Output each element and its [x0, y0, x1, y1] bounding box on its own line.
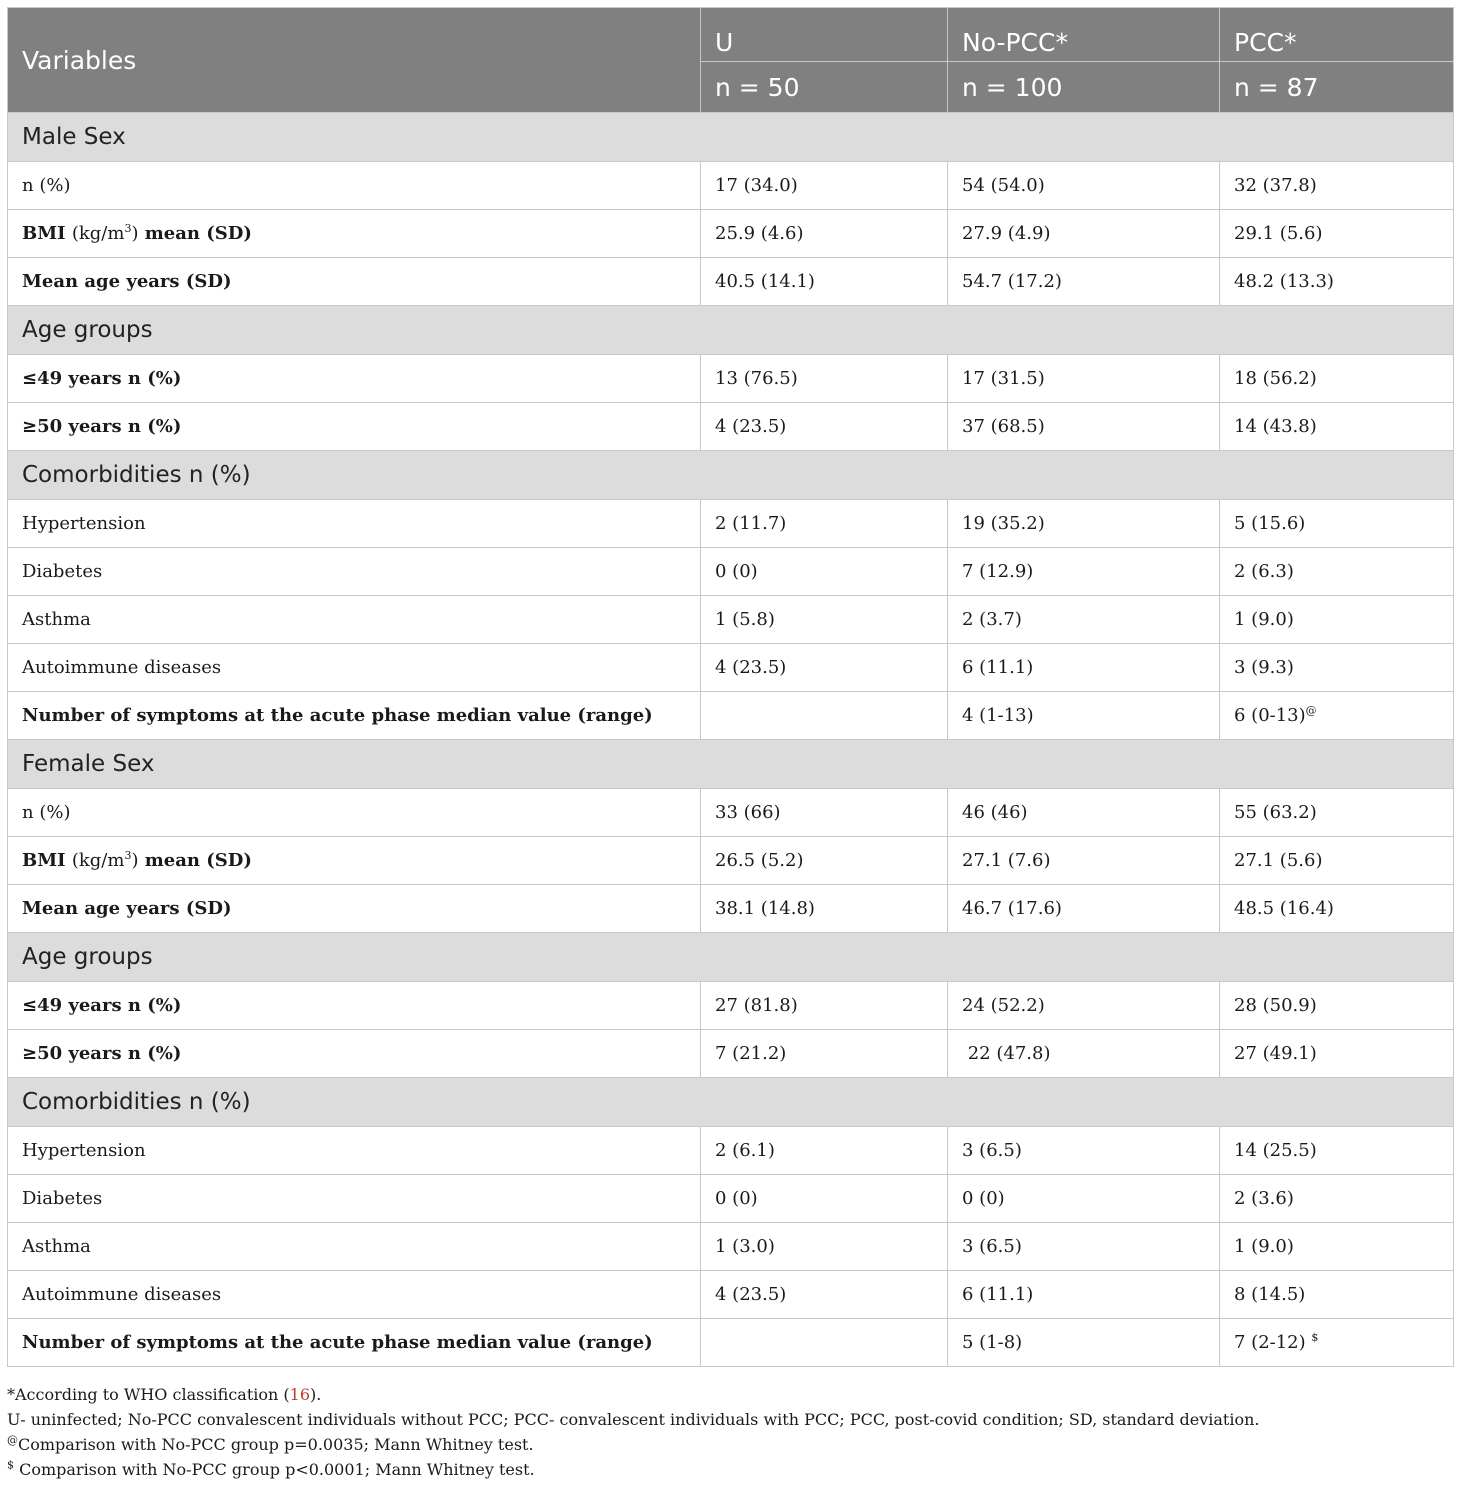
row-label: ≥50 years n (%): [8, 1030, 701, 1078]
cell-pcc: 14 (25.5): [1220, 1127, 1454, 1175]
footnote-mark: @: [1305, 704, 1317, 717]
cell-u: 17 (34.0): [701, 162, 948, 210]
cell-no-pcc: 5 (1-8): [948, 1319, 1220, 1367]
cell-no-pcc: 27.9 (4.9): [948, 210, 1220, 258]
table-row: [8, 644, 1454, 692]
cell-no-pcc: 19 (35.2): [948, 500, 1220, 548]
table-row: [8, 1271, 1454, 1319]
cell-u: 1 (5.8): [701, 596, 948, 644]
table-row: [8, 692, 1454, 740]
row-label: ≤49 years n (%): [8, 355, 701, 403]
header-group-pcc: PCC*: [1220, 8, 1454, 62]
section-row-comorbidities: [8, 451, 1454, 500]
row-label: Autoimmune diseases: [8, 1271, 701, 1319]
cell-u: 0 (0): [701, 1175, 948, 1223]
row-label: BMI $(kg/m^3)$ mean (SD): [8, 837, 701, 885]
table-wrapper: [7, 7, 1453, 1367]
cell-pcc: 8 (14.5): [1220, 1271, 1454, 1319]
demographics-table: [7, 7, 1454, 1367]
table-row: [8, 837, 1454, 885]
cell-u: 1 (3.0): [701, 1223, 948, 1271]
row-label: Hypertension: [8, 500, 701, 548]
row-label: Number of symptoms at the acute phase median value (range): [8, 692, 701, 740]
cell-pcc: 1 (9.0): [1220, 596, 1454, 644]
row-label: BMI $(kg/m^3)$ mean (SD): [8, 210, 701, 258]
cell-no-pcc: 22 (47.8): [948, 1030, 1220, 1078]
cell-u: [701, 692, 948, 740]
row-label: n (%): [8, 162, 701, 210]
row-label: Asthma: [8, 1223, 701, 1271]
header-group-u: U: [701, 8, 948, 62]
footnote-abbreviations: U- uninfected; No-PCC convalescent individuals without PCC; PCC- convalescent individuals with PCC; PCC, post-covid condition; SD, standard deviation.: [7, 1410, 1260, 1429]
footnote-mark: $: [1311, 1331, 1319, 1344]
section-title: Age groups: [8, 933, 1454, 982]
cell-pcc: 1 (9.0): [1220, 1223, 1454, 1271]
header-group-no-pcc: No-PCC*: [948, 8, 1220, 62]
cell-u: 38.1 (14.8): [701, 885, 948, 933]
section-title: Male Sex: [8, 113, 1454, 162]
row-label: Autoimmune diseases: [8, 644, 701, 692]
row-label: Hypertension: [8, 1127, 701, 1175]
cell-pcc: 27 (49.1): [1220, 1030, 1454, 1078]
row-label: Number of symptoms at the acute phase median value (range): [8, 1319, 701, 1367]
cell-pcc: 5 (15.6): [1220, 500, 1454, 548]
cell-no-pcc: 3 (6.5): [948, 1223, 1220, 1271]
table-row: [8, 1223, 1454, 1271]
footnote-dollar: $ Comparison with No-PCC group p<0.0001; Mann Whitney test.: [7, 1458, 535, 1479]
cell-pcc: 14 (43.8): [1220, 403, 1454, 451]
footnote-who: *According to WHO classification (16).: [7, 1385, 322, 1404]
table-header: [8, 8, 1454, 113]
section-title: Female Sex: [8, 740, 1454, 789]
section-row-age-groups: [8, 306, 1454, 355]
table-row: [8, 885, 1454, 933]
table-row: [8, 789, 1454, 837]
cell-u: 40.5 (14.1): [701, 258, 948, 306]
cell-no-pcc: 3 (6.5): [948, 1127, 1220, 1175]
cell-pcc: 32 (37.8): [1220, 162, 1454, 210]
cell-pcc: 3 (9.3): [1220, 644, 1454, 692]
reference-link[interactable]: 16: [289, 1385, 310, 1404]
table-row: [8, 210, 1454, 258]
header-n-no-pcc: n = 100: [948, 62, 1220, 113]
cell-no-pcc: 46.7 (17.6): [948, 885, 1220, 933]
cell-u: 4 (23.5): [701, 1271, 948, 1319]
table-row: [8, 403, 1454, 451]
section-row-comorbidities: [8, 1078, 1454, 1127]
cell-no-pcc: 54 (54.0): [948, 162, 1220, 210]
cell-no-pcc: 24 (52.2): [948, 982, 1220, 1030]
row-label: Asthma: [8, 596, 701, 644]
cell-no-pcc: 54.7 (17.2): [948, 258, 1220, 306]
cell-u: 27 (81.8): [701, 982, 948, 1030]
cell-u: [701, 1319, 948, 1367]
cell-u: 7 (21.2): [701, 1030, 948, 1078]
cell-pcc: 48.2 (13.3): [1220, 258, 1454, 306]
cell-no-pcc: 6 (11.1): [948, 1271, 1220, 1319]
table-row: [8, 500, 1454, 548]
footnote-at: @Comparison with No-PCC group p=0.0035; Mann Whitney test.: [7, 1433, 534, 1454]
cell-u: 0 (0): [701, 548, 948, 596]
cell-no-pcc: 7 (12.9): [948, 548, 1220, 596]
table-row: [8, 1127, 1454, 1175]
cell-pcc: 2 (6.3): [1220, 548, 1454, 596]
section-title: Comorbidities n (%): [8, 1078, 1454, 1127]
table-row: [8, 596, 1454, 644]
table-row: [8, 162, 1454, 210]
row-label: Mean age years (SD): [8, 258, 701, 306]
row-label: n (%): [8, 789, 701, 837]
table-row: [8, 1030, 1454, 1078]
cell-pcc: 6 (0-13)@: [1220, 692, 1454, 740]
cell-no-pcc: 27.1 (7.6): [948, 837, 1220, 885]
table-row: [8, 548, 1454, 596]
cell-pcc: 28 (50.9): [1220, 982, 1454, 1030]
cell-pcc: 29.1 (5.6): [1220, 210, 1454, 258]
section-row-age-groups: [8, 933, 1454, 982]
row-label: Mean age years (SD): [8, 885, 701, 933]
row-label: Diabetes: [8, 548, 701, 596]
cell-no-pcc: 37 (68.5): [948, 403, 1220, 451]
header-variables: Variables: [8, 8, 701, 113]
cell-u: 4 (23.5): [701, 403, 948, 451]
cell-u: 2 (6.1): [701, 1127, 948, 1175]
cell-no-pcc: 2 (3.7): [948, 596, 1220, 644]
table-footnotes: [7, 1382, 1453, 1482]
cell-pcc: 18 (56.2): [1220, 355, 1454, 403]
cell-u: 26.5 (5.2): [701, 837, 948, 885]
row-label: ≤49 years n (%): [8, 982, 701, 1030]
cell-pcc: 2 (3.6): [1220, 1175, 1454, 1223]
cell-pcc: 27.1 (5.6): [1220, 837, 1454, 885]
row-label: Diabetes: [8, 1175, 701, 1223]
cell-pcc: 48.5 (16.4): [1220, 885, 1454, 933]
row-label: ≥50 years n (%): [8, 403, 701, 451]
cell-u: 33 (66): [701, 789, 948, 837]
table-row: [8, 258, 1454, 306]
section-row-male: [8, 113, 1454, 162]
table-row: [8, 982, 1454, 1030]
cell-no-pcc: 6 (11.1): [948, 644, 1220, 692]
cell-u: 4 (23.5): [701, 644, 948, 692]
section-title: Age groups: [8, 306, 1454, 355]
table-row: [8, 355, 1454, 403]
cell-no-pcc: 46 (46): [948, 789, 1220, 837]
header-n-u: n = 50: [701, 62, 948, 113]
section-title: Comorbidities n (%): [8, 451, 1454, 500]
cell-no-pcc: 0 (0): [948, 1175, 1220, 1223]
header-n-pcc: n = 87: [1220, 62, 1454, 113]
cell-pcc: 55 (63.2): [1220, 789, 1454, 837]
cell-u: 2 (11.7): [701, 500, 948, 548]
cell-no-pcc: 4 (1-13): [948, 692, 1220, 740]
cell-pcc: 7 (2-12) $: [1220, 1319, 1454, 1367]
table-row: [8, 1319, 1454, 1367]
section-row-female: [8, 740, 1454, 789]
cell-no-pcc: 17 (31.5): [948, 355, 1220, 403]
cell-u: 25.9 (4.6): [701, 210, 948, 258]
cell-u: 13 (76.5): [701, 355, 948, 403]
table-row: [8, 1175, 1454, 1223]
